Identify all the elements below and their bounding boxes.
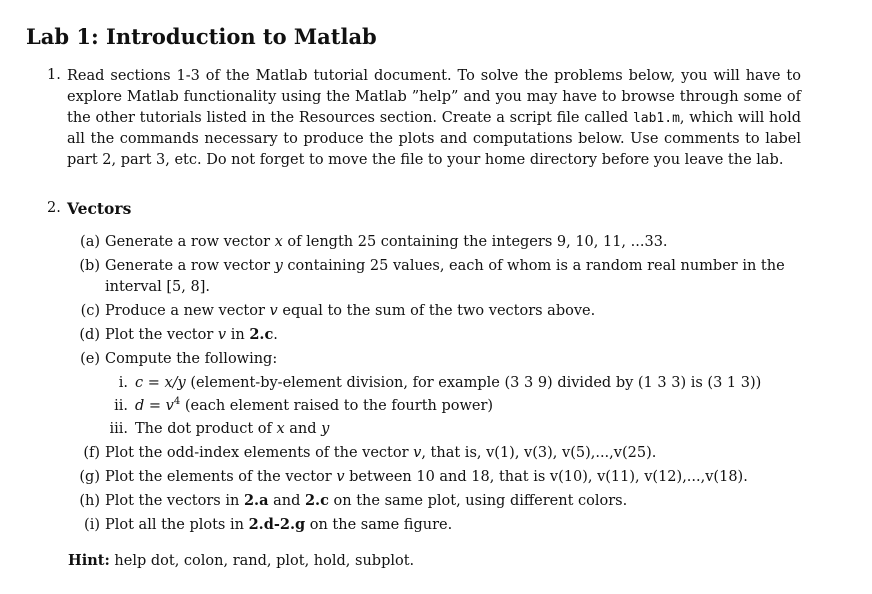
item-e-iii-var1: x	[276, 421, 285, 437]
item-b-line2: interval [5, 8].	[105, 279, 210, 295]
item-a-text-post: of length 25 containing the integers 9, 10, 11, ...33.	[282, 234, 668, 250]
item-e-iii-text-pre: The dot product of	[135, 421, 277, 437]
item-i-ref: 2.d-2.g	[248, 516, 306, 533]
item-d-text-post: .	[273, 327, 278, 343]
script-filename: lab1.m	[632, 110, 680, 126]
item-b-label: (b)	[79, 258, 100, 274]
item-d	[105, 325, 278, 345]
item-f-text-post: , that is, v(1), v(3), v(5),...,v(25).	[421, 445, 657, 461]
item-e-ii-math: d = v	[135, 398, 174, 414]
section-1-text-a: Read sections 1-3 of the Matlab tutorial document. To solve the problems below, you will have to explore Matlab functionality using the Matlab ”help” and you may have to browse through some of the other tutorials listed in the Resources section. Create a script file called	[67, 68, 801, 126]
item-e-iii-text-mid: and	[284, 421, 322, 437]
item-e-ii-text: (each element raised to the fourth power)	[180, 398, 494, 414]
item-h-label: (h)	[79, 493, 100, 509]
item-g	[105, 467, 748, 487]
item-e-label: (e)	[80, 351, 100, 367]
item-d-text-pre: Plot the vector	[105, 327, 218, 343]
item-e-iii-label: iii.	[109, 421, 128, 437]
item-i	[105, 515, 452, 535]
item-c-label: (c)	[80, 303, 100, 319]
item-h	[105, 491, 627, 511]
item-a-label: (a)	[80, 234, 100, 250]
item-f	[105, 443, 656, 463]
item-e-i-label: i.	[118, 375, 128, 391]
item-a-var: x	[274, 234, 283, 250]
section-1-number: 1.	[47, 67, 61, 83]
item-b-text-pre: Generate a row vector	[105, 258, 275, 274]
section-1-paragraph	[67, 66, 801, 171]
item-d-label: (d)	[79, 327, 100, 343]
page-title: Lab 1: Introduction to Matlab	[26, 24, 377, 49]
section-2-number: 2.	[47, 200, 61, 216]
item-h-ref1: 2.a	[243, 492, 269, 509]
item-b-line1	[105, 256, 801, 276]
hint-text: help dot, colon, rand, plot, hold, subplot.	[109, 553, 415, 569]
item-h-ref2: 2.c	[304, 492, 329, 509]
item-g-text-post: between 10 and 18, that is v(10), v(11), v(12),...,v(18).	[344, 469, 748, 485]
item-e-ii-exponent: 4	[173, 396, 181, 408]
item-e: Compute the following:	[105, 351, 278, 367]
item-b-text-post: containing 25 values, each of whom is a random real number in the	[282, 258, 785, 274]
item-c-text-post: equal to the sum of the two vectors above.	[277, 303, 596, 319]
item-i-text-post: on the same figure.	[305, 517, 453, 533]
section-1-text-b: , which will hold all the commands necessary to produce the plots and computations below. Use comments to label part 2, part 3, etc. Do not forget to move the file to your home directory before you leave the lab.	[67, 109, 801, 169]
item-f-var: v	[413, 445, 422, 461]
item-e-i-math: c = x/y	[135, 375, 186, 391]
item-a	[105, 232, 668, 252]
item-h-text-mid: and	[268, 493, 305, 509]
item-c-text-pre: Produce a new vector	[105, 303, 270, 319]
item-g-label: (g)	[79, 469, 100, 485]
item-d-var: v	[217, 327, 227, 343]
item-i-text-pre: Plot all the plots in	[105, 517, 249, 533]
item-h-text-pre: Plot the vectors in	[105, 493, 244, 509]
item-g-text-pre: Plot the elements of the vector	[105, 469, 337, 485]
item-a-text-pre: Generate a row vector	[105, 234, 275, 250]
item-g-var: v	[336, 469, 345, 485]
item-c	[105, 301, 595, 321]
item-c-var: v	[269, 303, 278, 319]
item-e-i-text: (element-by-element division, for example (3 3 9) divided by (1 3 3) is (3 1 3))	[185, 375, 762, 391]
item-f-label: (f)	[83, 445, 100, 461]
hint-label: Hint:	[68, 552, 110, 569]
item-e-iii-var2: y	[321, 421, 330, 437]
hint	[68, 551, 414, 571]
item-e-i	[135, 373, 761, 393]
item-i-label: (i)	[84, 517, 100, 533]
item-h-text-post: on the same plot, using different colors.	[328, 493, 628, 509]
item-b-var: y	[274, 258, 283, 274]
item-e-iii	[135, 419, 329, 439]
item-d-ref: 2.c	[249, 326, 274, 343]
item-d-text-mid: in	[226, 327, 250, 343]
item-e-ii	[135, 396, 493, 416]
item-f-text-pre: Plot the odd-index elements of the vector	[105, 445, 414, 461]
item-e-ii-label: ii.	[114, 398, 128, 414]
section-2-heading: Vectors	[67, 199, 132, 218]
